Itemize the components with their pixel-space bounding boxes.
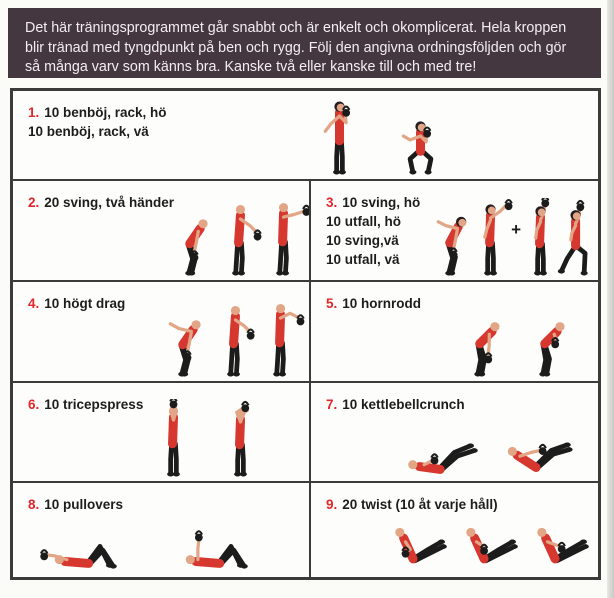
woman-overhead-lunge-icon (549, 198, 598, 278)
exercise-6-label: 6. 10 tricepspress (28, 397, 144, 412)
man-row-bottom-icon (456, 299, 513, 379)
man-highpull-top-icon (253, 299, 310, 379)
exercise-8-label: 8. 10 pullovers (28, 497, 124, 512)
exercise-6-figures (145, 399, 269, 479)
man-row-top-icon (521, 299, 578, 379)
exercise-1-label: 1. 10 benböj, rack, hö 10 benböj, rack, vä (28, 105, 167, 139)
exercise-7-label: 7. 10 kettlebellcrunch (326, 397, 465, 412)
exercise-2-number: 2. (28, 195, 40, 210)
exercise-4-figures (164, 299, 305, 379)
exercise-table (10, 88, 601, 580)
man-twist-left-icon (374, 521, 455, 574)
man-pullover-up-icon (170, 518, 275, 571)
intro-text: Det här träningsprogrammet går snabbt och är enkelt och okomplicerat. Hela kroppen blir tränad med tyngdpunkt på ben och rygg. Följ den angivna ordningsföljden och gör så många varv som känns bra. Kanske två eller kanske till och med tre! (25, 20, 567, 75)
man-pullover-down-icon (39, 518, 144, 571)
man-crunch-down-icon (400, 424, 505, 477)
exercise-5-figures (456, 299, 578, 379)
table-row-4 (13, 381, 598, 481)
exercise-cell-9 (311, 483, 598, 577)
exercise-2-figures (172, 198, 307, 278)
man-twist-right-icon (516, 521, 597, 574)
exercise-cell-8 (13, 483, 311, 577)
exercise-1-figures (311, 97, 449, 177)
exercise-cell-5 (311, 282, 598, 381)
exercise-7-number: 7. (326, 397, 338, 412)
exercise-cell-4 (13, 282, 311, 381)
exercise-cell-7 (311, 383, 598, 481)
exercise-3-figures (436, 198, 596, 278)
exercise-6-number: 6. (28, 397, 40, 412)
exercise-8-figures (39, 518, 275, 571)
exercise-cell-1 (13, 91, 598, 179)
exercise-5-number: 5. (326, 296, 338, 311)
exercise-4-number: 4. (28, 296, 40, 311)
exercise-2-label: 2. 20 sving, två händer (28, 195, 175, 210)
exercise-4-label: 4. 10 högt drag (28, 296, 126, 311)
exercise-9-number: 9. (326, 497, 338, 512)
man-tricepspress-up-icon (145, 399, 202, 479)
man-twist-center-icon (445, 521, 526, 574)
plus-sign: + (511, 219, 521, 239)
man-swing-top-icon (256, 198, 311, 278)
exercise-8-number: 8. (28, 497, 40, 512)
woman-rack-squat-icon (392, 97, 449, 177)
exercise-cell-2 (13, 181, 311, 280)
intro-banner (8, 8, 601, 78)
table-row-5 (13, 481, 598, 577)
man-crunch-up-icon (493, 424, 598, 477)
exercise-1-number: 1. (28, 105, 40, 120)
table-row-1 (13, 91, 598, 179)
exercise-cell-3 (311, 181, 598, 280)
exercise-7-figures (406, 424, 592, 477)
table-row-2 (13, 179, 598, 280)
exercise-9-figures (379, 521, 592, 574)
exercise-3-number: 3. (326, 195, 338, 210)
man-tricepspress-bent-icon (212, 399, 269, 479)
woman-rack-stand-icon (311, 97, 368, 177)
scan-edge-shadow (607, 0, 614, 598)
exercise-9-label: 9. 20 twist (10 åt varje håll) (326, 497, 498, 512)
exercise-3-label: 3. 10 sving, hö 10 utfall, hö 10 sving,vä 10 utfall, vä (326, 195, 421, 267)
table-row-3 (13, 280, 598, 381)
exercise-cell-6 (13, 383, 311, 481)
exercise-5-label: 5. 10 hornrodd (326, 296, 422, 311)
